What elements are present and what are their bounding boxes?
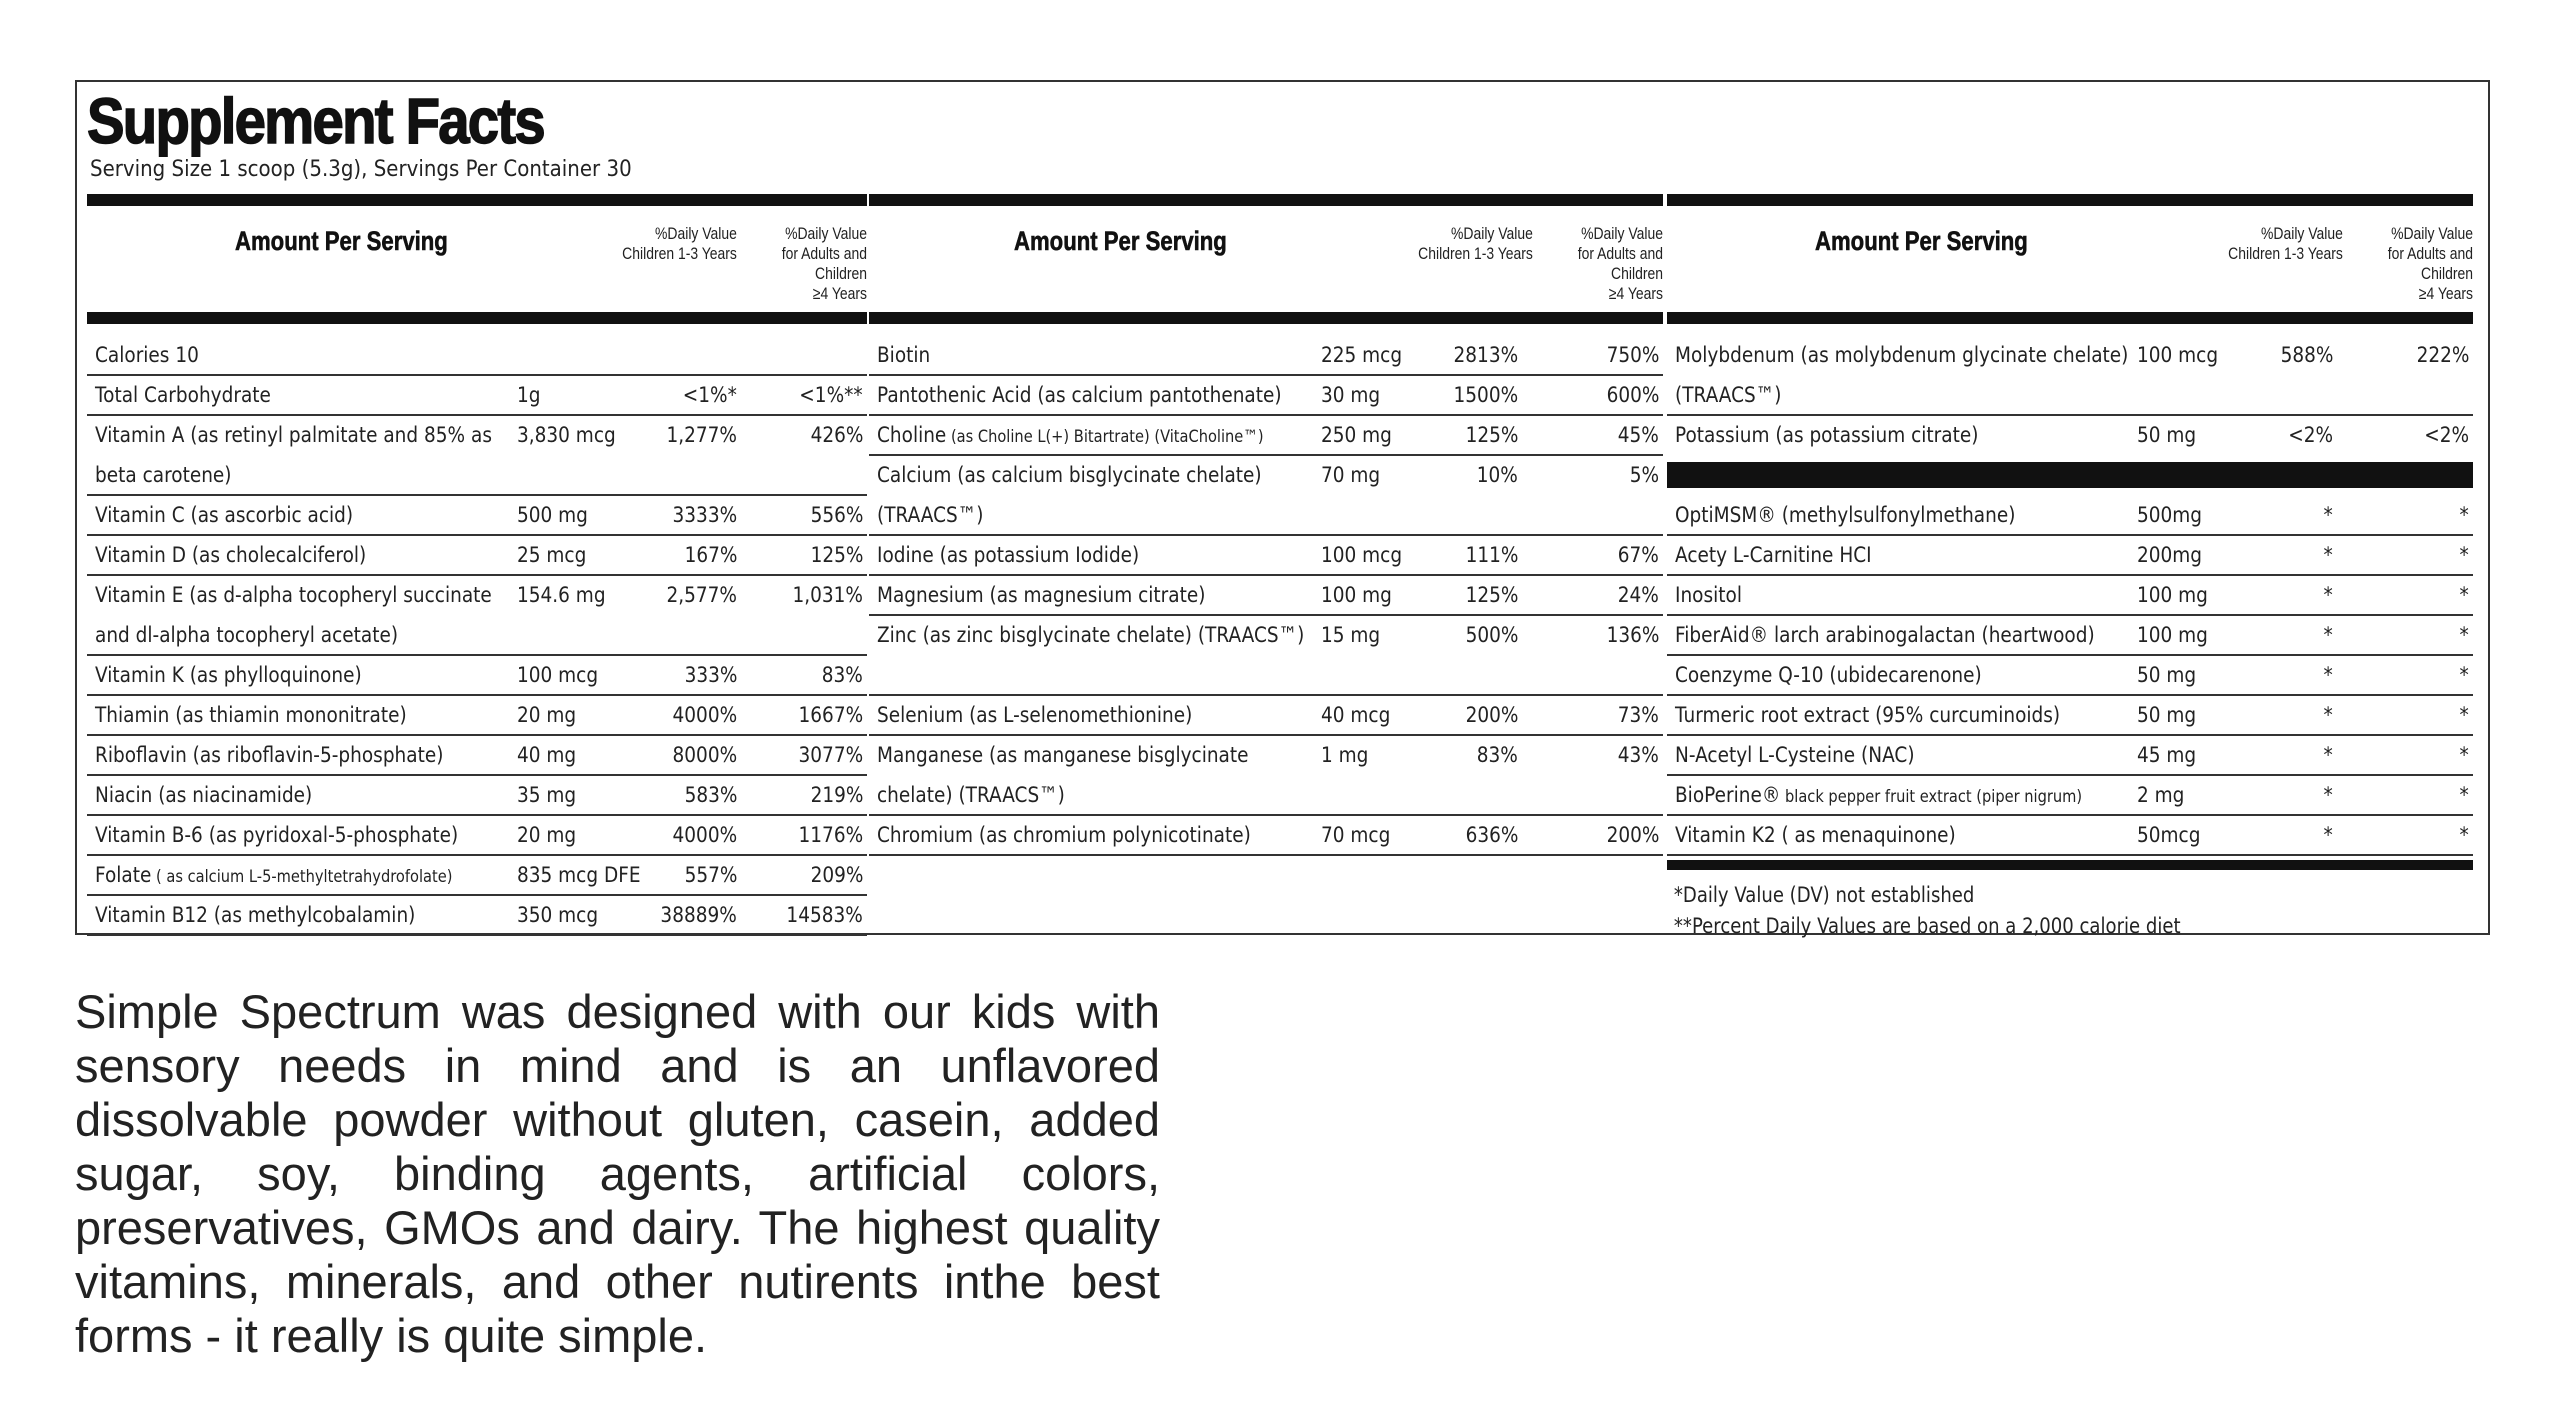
dv-adults-heading: %Daily Value for Adults and Children ≥4 Years <box>781 224 867 303</box>
nutrient-name: Vitamin E (as d-alpha tocopheryl succinate and dl-alpha tocopheryl acetate) <box>95 583 492 648</box>
dv-adults-value: 5% <box>1629 463 1659 488</box>
nutrient-amount: 3,830 mcg <box>517 423 616 448</box>
section-band <box>1667 462 2473 488</box>
nutrient-amount: 25 mcg <box>517 543 587 568</box>
dv-children-value: 38889% <box>660 903 737 928</box>
nutrient-name: Manganese (as manganese bisglycinate chelate) (TRAACS™) <box>877 743 1249 808</box>
dv-children-value: * <box>2323 543 2333 568</box>
nutrient-amount: 250 mg <box>1321 423 1392 448</box>
nutrient-amount: 20 mg <box>517 703 577 728</box>
nutrient-amount: 1g <box>517 383 541 408</box>
nutrient-amount: 1 mg <box>1321 743 1369 768</box>
nutrient-name: Coenzyme Q-10 (ubidecarenone) <box>1675 663 1982 688</box>
column-header <box>87 206 867 312</box>
dv-adults-value: <1%** <box>799 383 863 408</box>
nutrient-row <box>1667 416 2473 456</box>
dv-children-value: 167% <box>684 543 737 568</box>
nutrient-amount: 200mg <box>2137 543 2203 568</box>
dv-adults-value: 3077% <box>798 743 863 768</box>
nutrient-name: Chromium (as chromium polynicotinate) <box>877 823 1251 848</box>
dv-children-heading: %Daily Value Children 1-3 Years <box>622 224 737 263</box>
nutrient-row <box>87 776 867 816</box>
dv-adults-value: * <box>2459 623 2469 648</box>
nutrient-row <box>869 336 1663 376</box>
nutrient-row <box>87 376 867 416</box>
heavy-rule <box>87 194 867 206</box>
nutrient-amount: 500 mg <box>517 503 588 528</box>
amount-per-serving-heading: Amount Per Serving <box>1815 226 2028 256</box>
nutrient-name: Riboflavin (as riboflavin-5-phosphate) <box>95 743 444 768</box>
nutrient-row <box>87 816 867 856</box>
heavy-rule <box>1667 194 2473 206</box>
nutrient-amount: 50 mg <box>2137 423 2197 448</box>
nutrient-row <box>87 576 867 656</box>
nutrient-row <box>869 696 1663 736</box>
nutrient-name: Total Carbohydrate <box>95 383 271 408</box>
dv-adults-value: 1,031% <box>792 583 863 608</box>
dv-adults-value: 14583% <box>786 903 863 928</box>
nutrient-row <box>1667 696 2473 736</box>
nutrient-name: Vitamin K (as phylloquinone) <box>95 663 362 688</box>
nutrient-row <box>1667 736 2473 776</box>
dv-adults-value: 1667% <box>798 703 863 728</box>
dv-children-value: * <box>2323 743 2333 768</box>
footnotes <box>1667 880 2360 942</box>
nutrient-amount: 40 mcg <box>1321 703 1391 728</box>
nutrient-amount: 500mg <box>2137 503 2203 528</box>
nutrient-amount: 2 mg <box>2137 783 2185 808</box>
nutrient-amount: 100 mcg <box>1321 543 1403 568</box>
nutrient-source: ( as calcium L-5-methyltetrahydrofolate) <box>151 867 453 887</box>
nutrient-amount: 100 mcg <box>2137 343 2219 368</box>
dv-children-value: 333% <box>684 663 737 688</box>
dv-children-value: * <box>2323 703 2333 728</box>
dv-children-value: 2,577% <box>666 583 737 608</box>
facts-column-3 <box>1667 194 2473 938</box>
dv-children-value: 4000% <box>672 703 737 728</box>
dv-adults-value: 750% <box>1606 343 1659 368</box>
nutrient-amount: 35 mg <box>517 783 577 808</box>
column-header <box>869 206 1663 312</box>
dv-children-value: * <box>2323 583 2333 608</box>
nutrient-row <box>87 416 867 496</box>
dv-adults-value: 24% <box>1617 583 1659 608</box>
dv-adults-value: 136% <box>1606 623 1659 648</box>
nutrient-row <box>87 656 867 696</box>
nutrient-row <box>1667 656 2473 696</box>
nutrient-name: Biotin <box>877 343 931 368</box>
dv-children-value: 200% <box>1465 703 1518 728</box>
heavy-rule <box>1667 312 2473 324</box>
dv-children-heading: %Daily Value Children 1-3 Years <box>2228 224 2343 263</box>
nutrient-row <box>87 696 867 736</box>
nutrient-name: Magnesium (as magnesium citrate) <box>877 583 1206 608</box>
nutrient-row <box>87 896 867 936</box>
dv-children-value: 10% <box>1476 463 1518 488</box>
dv-children-value: <2% <box>2288 423 2333 448</box>
dv-children-value: 588% <box>2280 343 2333 368</box>
dv-children-value: 4000% <box>672 823 737 848</box>
nutrient-amount: 70 mg <box>1321 463 1381 488</box>
dv-children-value: * <box>2323 783 2333 808</box>
dv-children-value: 125% <box>1465 583 1518 608</box>
nutrient-amount: 40 mg <box>517 743 577 768</box>
dv-adults-value: * <box>2459 583 2469 608</box>
serving-info: Serving Size 1 scoop (5.3g), Servings Per Container 30 <box>90 157 632 182</box>
nutrient-list <box>869 336 1663 856</box>
nutrient-name: Pantothenic Acid (as calcium pantothenate) <box>877 383 1282 408</box>
nutrient-name: BioPerine® black pepper fruit extract (piper nigrum) <box>1675 783 2083 808</box>
nutrient-name: Zinc (as zinc bisglycinate chelate) (TRAACS™) <box>877 623 1305 648</box>
dv-adults-value: * <box>2459 823 2469 848</box>
nutrient-name: Vitamin A (as retinyl palmitate and 85% as beta carotene) <box>95 423 492 488</box>
footnote: *Daily Value (DV) not established <box>1673 883 1975 907</box>
nutrient-row <box>1667 496 2473 536</box>
nutrient-name: Thiamin (as thiamin mononitrate) <box>95 703 407 728</box>
dv-children-value: 500% <box>1465 623 1518 648</box>
nutrient-name: Molybdenum (as molybdenum glycinate chelate) (TRAACS™) <box>1675 343 2129 408</box>
nutrient-row <box>869 736 1663 816</box>
nutrient-row <box>869 576 1663 616</box>
panel-title: Supplement Facts <box>87 85 544 157</box>
heavy-rule <box>87 312 867 324</box>
dv-children-value: * <box>2323 663 2333 688</box>
dv-children-value: 125% <box>1465 423 1518 448</box>
amount-per-serving-heading: Amount Per Serving <box>235 226 448 256</box>
nutrient-name: Vitamin K2 ( as menaquinone) <box>1675 823 1956 848</box>
nutrient-name: Folate ( as calcium L-5-methyltetrahydrofolate) <box>95 863 453 888</box>
nutrient-row <box>87 496 867 536</box>
amount-per-serving-heading: Amount Per Serving <box>1014 226 1227 256</box>
dv-adults-value: * <box>2459 663 2469 688</box>
nutrient-list <box>87 336 867 936</box>
product-description: Simple Spectrum was designed with our kids with sensory needs in mind and is an unflavored dissolvable powder without gluten, casein, added sugar, soy, binding agents, artificial colors, preservatives, GMOs and dairy. The highest quality vitamins, minerals, and other nutirents inthe best forms - it really is quite simple. <box>75 985 1160 1362</box>
nutrient-source: (as Choline L(+) Bitartrate) (VitaCholine™) <box>946 427 1264 447</box>
nutrient-row <box>1667 616 2473 656</box>
heavy-rule <box>1667 860 2473 870</box>
dv-children-value: 1500% <box>1453 383 1518 408</box>
nutrient-row <box>87 536 867 576</box>
nutrient-row <box>87 336 867 376</box>
dv-adults-value: * <box>2459 783 2469 808</box>
nutrient-name: OptiMSM® (methylsulfonylmethane) <box>1675 503 2016 528</box>
dv-adults-value: 43% <box>1617 743 1659 768</box>
nutrient-row <box>869 416 1663 456</box>
nutrient-row <box>869 536 1663 576</box>
nutrient-amount: 30 mg <box>1321 383 1381 408</box>
nutrient-name: Acety L-Carnitine HCI <box>1675 543 1872 568</box>
dv-children-value: 2813% <box>1453 343 1518 368</box>
dv-adults-value: 125% <box>810 543 863 568</box>
dv-adults-value: 73% <box>1617 703 1659 728</box>
dv-children-value: * <box>2323 823 2333 848</box>
nutrient-amount: 50 mg <box>2137 703 2197 728</box>
dv-adults-value: 556% <box>810 503 863 528</box>
nutrient-name: Calories 10 <box>95 343 199 368</box>
nutrient-name: Iodine (as potassium Iodide) <box>877 543 1140 568</box>
dv-adults-heading: %Daily Value for Adults and Children ≥4 Years <box>2387 224 2473 303</box>
dv-children-heading: %Daily Value Children 1-3 Years <box>1418 224 1533 263</box>
nutrient-amount: 70 mcg <box>1321 823 1391 848</box>
nutrient-row <box>869 616 1663 696</box>
dv-adults-value: * <box>2459 543 2469 568</box>
dv-children-value: 557% <box>684 863 737 888</box>
dv-children-value: 3333% <box>672 503 737 528</box>
nutrient-name: FiberAid® larch arabinogalactan (heartwood) <box>1675 623 2095 648</box>
dv-children-value: <1%* <box>682 383 737 408</box>
nutrient-amount: 50 mg <box>2137 663 2197 688</box>
nutrient-amount: 20 mg <box>517 823 577 848</box>
nutrient-row <box>1667 336 2473 416</box>
nutrient-row <box>869 376 1663 416</box>
dv-adults-value: 83% <box>821 663 863 688</box>
dv-children-value: * <box>2323 623 2333 648</box>
nutrient-amount: 100 mcg <box>517 663 599 688</box>
nutrient-row <box>869 456 1663 536</box>
dv-children-value: * <box>2323 503 2333 528</box>
nutrient-name: Choline (as Choline L(+) Bitartrate) (VitaCholine™) <box>877 423 1264 448</box>
nutrient-name: Niacin (as niacinamide) <box>95 783 313 808</box>
dv-adults-value: 1176% <box>798 823 863 848</box>
nutrient-row <box>1667 816 2473 856</box>
dv-children-value: 1,277% <box>666 423 737 448</box>
nutrient-list <box>1667 336 2473 456</box>
nutrient-name: Vitamin D (as cholecalciferol) <box>95 543 367 568</box>
dv-children-value: 83% <box>1476 743 1518 768</box>
nutrient-row <box>1667 776 2473 816</box>
footnote: **Percent Daily Values are based on a 2,000 calorie diet <box>1673 914 2181 938</box>
nutrient-name: Selenium (as L-selenomethionine) <box>877 703 1193 728</box>
dv-adults-value: 209% <box>810 863 863 888</box>
facts-column-1 <box>87 194 867 934</box>
nutrient-amount: 100 mg <box>2137 623 2208 648</box>
nutrient-name: Turmeric root extract (95% curcuminoids) <box>1675 703 2061 728</box>
nutrient-row <box>869 816 1663 856</box>
nutrient-amount: 45 mg <box>2137 743 2197 768</box>
facts-column-2 <box>869 194 1663 934</box>
column-header <box>1667 206 2473 312</box>
nutrient-amount: 154.6 mg <box>517 583 606 608</box>
nutrient-name: Calcium (as calcium bisglycinate chelate) (TRAACS™) <box>877 463 1262 528</box>
heavy-rule <box>869 194 1663 206</box>
dv-children-value: 636% <box>1465 823 1518 848</box>
nutrient-name: Vitamin B-6 (as pyridoxal-5-phosphate) <box>95 823 459 848</box>
nutrient-amount: 350 mcg <box>517 903 599 928</box>
nutrient-name: Vitamin B12 (as methylcobalamin) <box>95 903 416 928</box>
dv-adults-value: * <box>2459 703 2469 728</box>
nutrient-row <box>1667 536 2473 576</box>
supplement-facts-panel <box>75 80 2490 938</box>
dv-children-value: 111% <box>1465 543 1518 568</box>
dv-adults-value: 600% <box>1606 383 1659 408</box>
nutrient-name: Inositol <box>1675 583 1742 608</box>
dv-children-value: 583% <box>684 783 737 808</box>
dv-adults-value: 222% <box>2416 343 2469 368</box>
nutrient-row <box>87 736 867 776</box>
dv-adults-heading: %Daily Value for Adults and Children ≥4 Years <box>1577 224 1663 303</box>
nutrient-source: black pepper fruit extract (piper nigrum) <box>1780 787 2083 807</box>
nutrient-amount: 15 mg <box>1321 623 1381 648</box>
nutrient-amount: 100 mg <box>2137 583 2208 608</box>
nutrient-amount: 225 mcg <box>1321 343 1403 368</box>
other-ingredients-list <box>1667 496 2473 856</box>
dv-adults-value: 200% <box>1606 823 1659 848</box>
nutrient-name: Potassium (as potassium citrate) <box>1675 423 1979 448</box>
nutrient-row <box>1667 576 2473 616</box>
dv-adults-value: * <box>2459 503 2469 528</box>
nutrient-amount: 835 mcg DFE <box>517 863 641 888</box>
nutrient-row <box>87 856 867 896</box>
dv-adults-value: 219% <box>810 783 863 808</box>
dv-adults-value: * <box>2459 743 2469 768</box>
nutrient-amount: 100 mg <box>1321 583 1392 608</box>
dv-adults-value: 426% <box>810 423 863 448</box>
dv-adults-value: 45% <box>1617 423 1659 448</box>
dv-adults-value: 67% <box>1617 543 1659 568</box>
nutrient-amount: 50mcg <box>2137 823 2201 848</box>
dv-children-value: 8000% <box>672 743 737 768</box>
nutrient-name: N-Acetyl L-Cysteine (NAC) <box>1675 743 1915 768</box>
heavy-rule <box>869 312 1663 324</box>
nutrient-name: Vitamin C (as ascorbic acid) <box>95 503 354 528</box>
dv-adults-value: <2% <box>2424 423 2469 448</box>
